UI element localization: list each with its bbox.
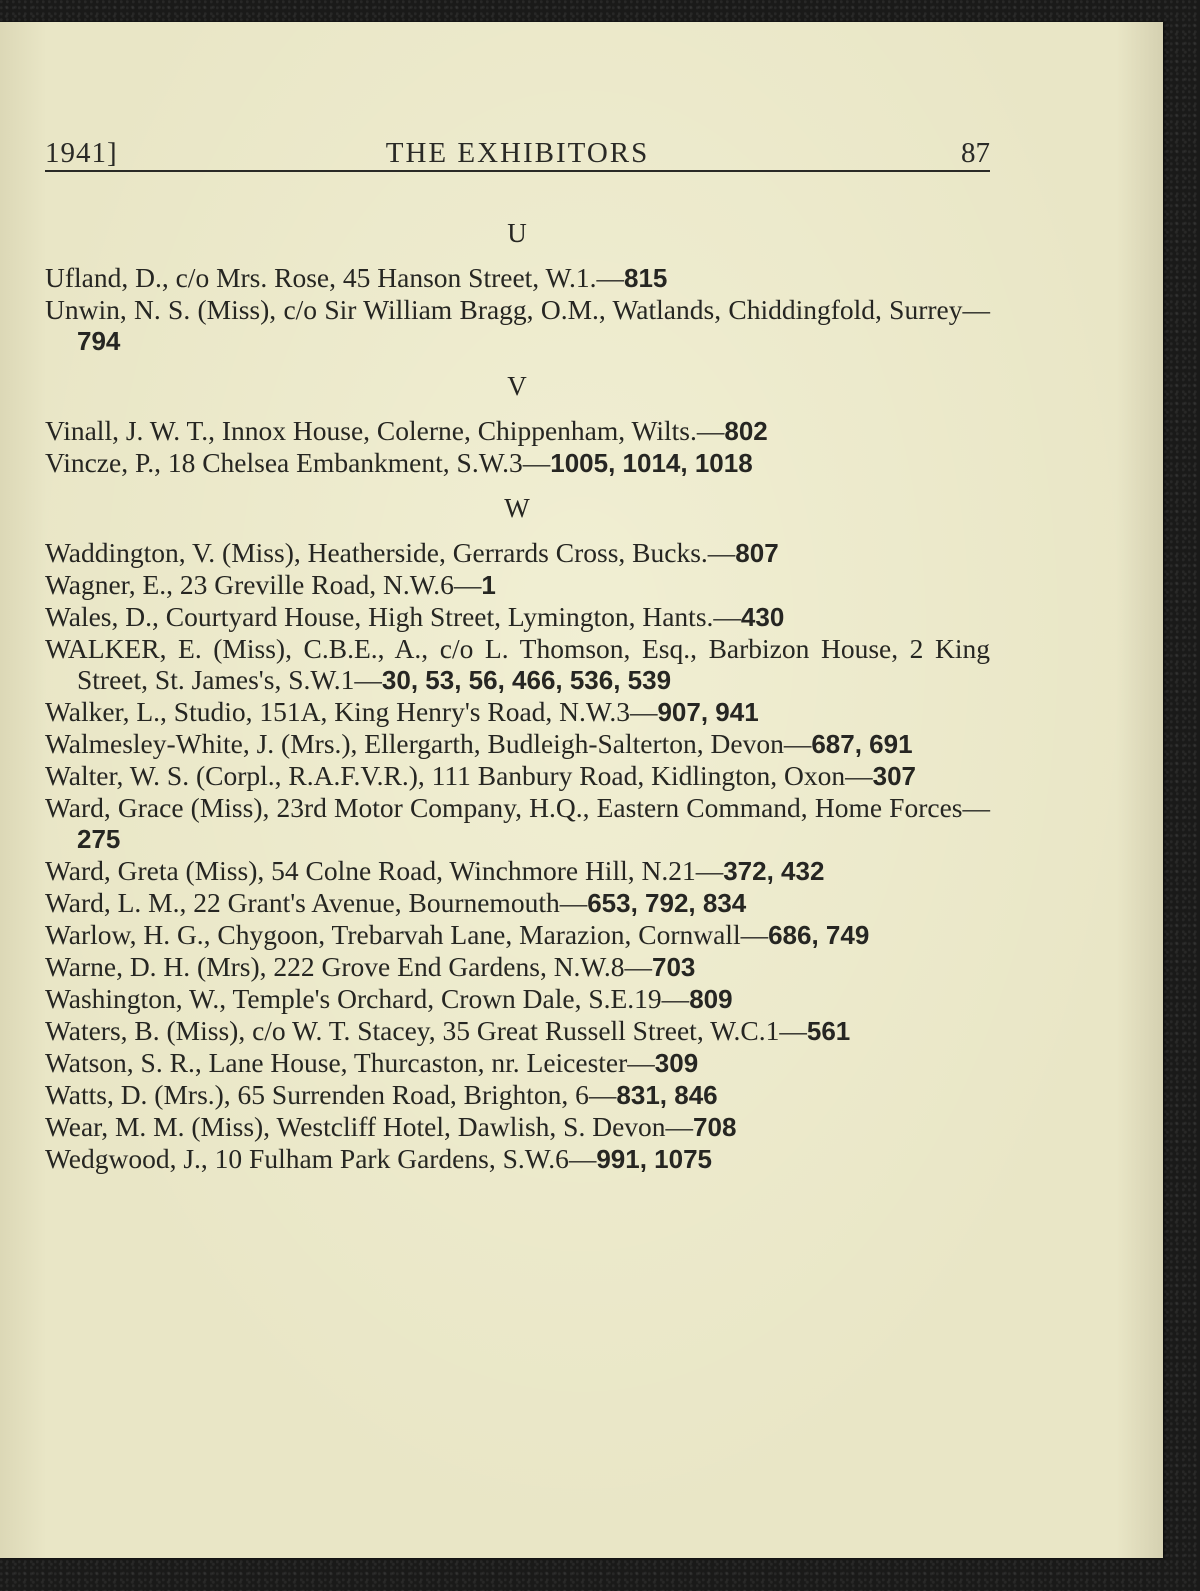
entry-refs: 708 — [693, 1112, 737, 1142]
header-year: 1941] — [45, 137, 118, 169]
entry-text: Wales, D., Courtyard House, High Street, Lymington, Hants.— — [45, 601, 741, 632]
list-item — [45, 537, 990, 569]
entry-text: Ward, Grace (Miss), 23rd Motor Company, H.Q., Eastern Command, Home Forces— — [45, 792, 990, 823]
entry-refs: 30, 53, 56, 466, 536, 539 — [381, 665, 672, 695]
entry-text: Watts, D. (Mrs.), 65 Surrenden Road, Brighton, 6— — [45, 1079, 617, 1110]
section-letter-u: U — [507, 218, 528, 248]
list-item — [45, 919, 990, 951]
entry-refs: 1 — [481, 570, 496, 600]
header-rule — [45, 170, 990, 172]
list-item — [45, 792, 990, 855]
entry-text: Warne, D. H. (Mrs), 222 Grove End Gardens, N.W.8— — [45, 951, 652, 982]
entry-text: Warlow, H. G., Chygoon, Trebarvah Lane, Marazion, Cornwall— — [45, 919, 769, 950]
entry-text: Waters, B. (Miss), c/o W. T. Stacey, 35 Great Russell Street, W.C.1— — [45, 1015, 807, 1046]
section-letter-w: W — [504, 493, 531, 523]
entry-text: Washington, W., Temple's Orchard, Crown Dale, S.E.19— — [45, 983, 690, 1014]
entry-refs: 907, 941 — [657, 697, 759, 727]
list-item — [45, 569, 990, 601]
entry-refs: 307 — [872, 761, 917, 791]
entry-refs: 807 — [735, 538, 779, 568]
list-item — [45, 855, 990, 887]
entry-text: Vincze, P., 18 Chelsea Embankment, S.W.3— — [45, 447, 551, 478]
list-item — [45, 983, 990, 1015]
entry-text: Ward, Greta (Miss), 54 Colne Road, Winchmore Hill, N.21— — [45, 855, 724, 886]
entry-refs: 309 — [654, 1048, 699, 1078]
book-page — [0, 22, 1163, 1558]
entry-refs: 1005, 1014, 1018 — [550, 448, 753, 478]
entry-refs: 653, 792, 834 — [587, 888, 747, 918]
list-item — [45, 415, 990, 447]
entry-refs: 794 — [77, 326, 121, 356]
entry-text: Ufland, D., c/o Mrs. Rose, 45 Hanson Street, W.1.— — [45, 262, 624, 293]
entry-text: Wagner, E., 23 Greville Road, N.W.6— — [45, 569, 482, 600]
entry-text: Watson, S. R., Lane House, Thurcaston, nr. Leicester— — [45, 1047, 655, 1078]
entry-refs: 809 — [689, 984, 733, 1014]
list-item — [45, 696, 990, 728]
entry-refs: 687, 691 — [811, 729, 913, 759]
list-item — [45, 887, 990, 919]
list-item — [45, 447, 990, 479]
entry-text: Ward, L. M., 22 Grant's Avenue, Bournemouth— — [45, 887, 588, 918]
entry-refs: 815 — [623, 263, 668, 293]
list-item — [45, 294, 990, 357]
running-header — [45, 117, 990, 169]
entry-text: Unwin, N. S. (Miss), c/o Sir William Bragg, O.M., Watlands, Chiddingfold, Surrey— — [45, 294, 990, 325]
entry-text: Walter, W. S. (Corpl., R.A.F.V.R.), 111 Banbury Road, Kidlington, Oxon— — [45, 760, 873, 791]
entry-text: Vinall, J. W. T., Innox House, Colerne, Chippenham, Wilts.— — [45, 415, 725, 446]
exhibitor-list — [45, 217, 990, 1175]
entry-refs: 686, 749 — [768, 920, 870, 950]
entry-text: Waddington, V. (Miss), Heatherside, Gerrards Cross, Bucks.— — [45, 537, 736, 568]
list-item — [45, 760, 990, 792]
entry-text: Walmesley-White, J. (Mrs.), Ellergarth, Budleigh-Salterton, Devon— — [45, 728, 812, 759]
entry-text: Wedgwood, J., 10 Fulham Park Gardens, S.W.6— — [45, 1143, 597, 1174]
entry-text: WALKER, E. (Miss), C.B.E., A., c/o L. Thomson, Esq., Barbizon House, 2 King Street, St. James's, S.W.1— — [45, 633, 990, 695]
entry-refs: 991, 1075 — [596, 1144, 712, 1174]
entry-refs: 561 — [806, 1016, 851, 1046]
header-title: THE EXHIBITORS — [385, 137, 650, 169]
entry-text: Walker, L., Studio, 151A, King Henry's Road, N.W.3— — [45, 696, 658, 727]
list-item — [45, 1111, 990, 1143]
list-item — [45, 1015, 990, 1047]
entry-refs: 703 — [652, 952, 696, 982]
list-item — [45, 633, 990, 696]
entry-text: Wear, M. M. (Miss), Westcliff Hotel, Dawlish, S. Devon— — [45, 1111, 694, 1142]
entry-refs: 372, 432 — [723, 856, 825, 886]
section-letter-v: V — [507, 371, 528, 401]
entry-refs: 802 — [724, 416, 768, 446]
list-item — [45, 262, 990, 294]
list-item — [45, 951, 990, 983]
list-item — [45, 1143, 990, 1175]
entry-refs: 831, 846 — [616, 1080, 718, 1110]
page-number: 87 — [961, 137, 990, 169]
list-item — [45, 728, 990, 760]
list-item — [45, 1047, 990, 1079]
list-item — [45, 1079, 990, 1111]
entry-refs: 275 — [77, 824, 121, 854]
list-item — [45, 601, 990, 633]
entry-refs: 430 — [740, 602, 785, 632]
